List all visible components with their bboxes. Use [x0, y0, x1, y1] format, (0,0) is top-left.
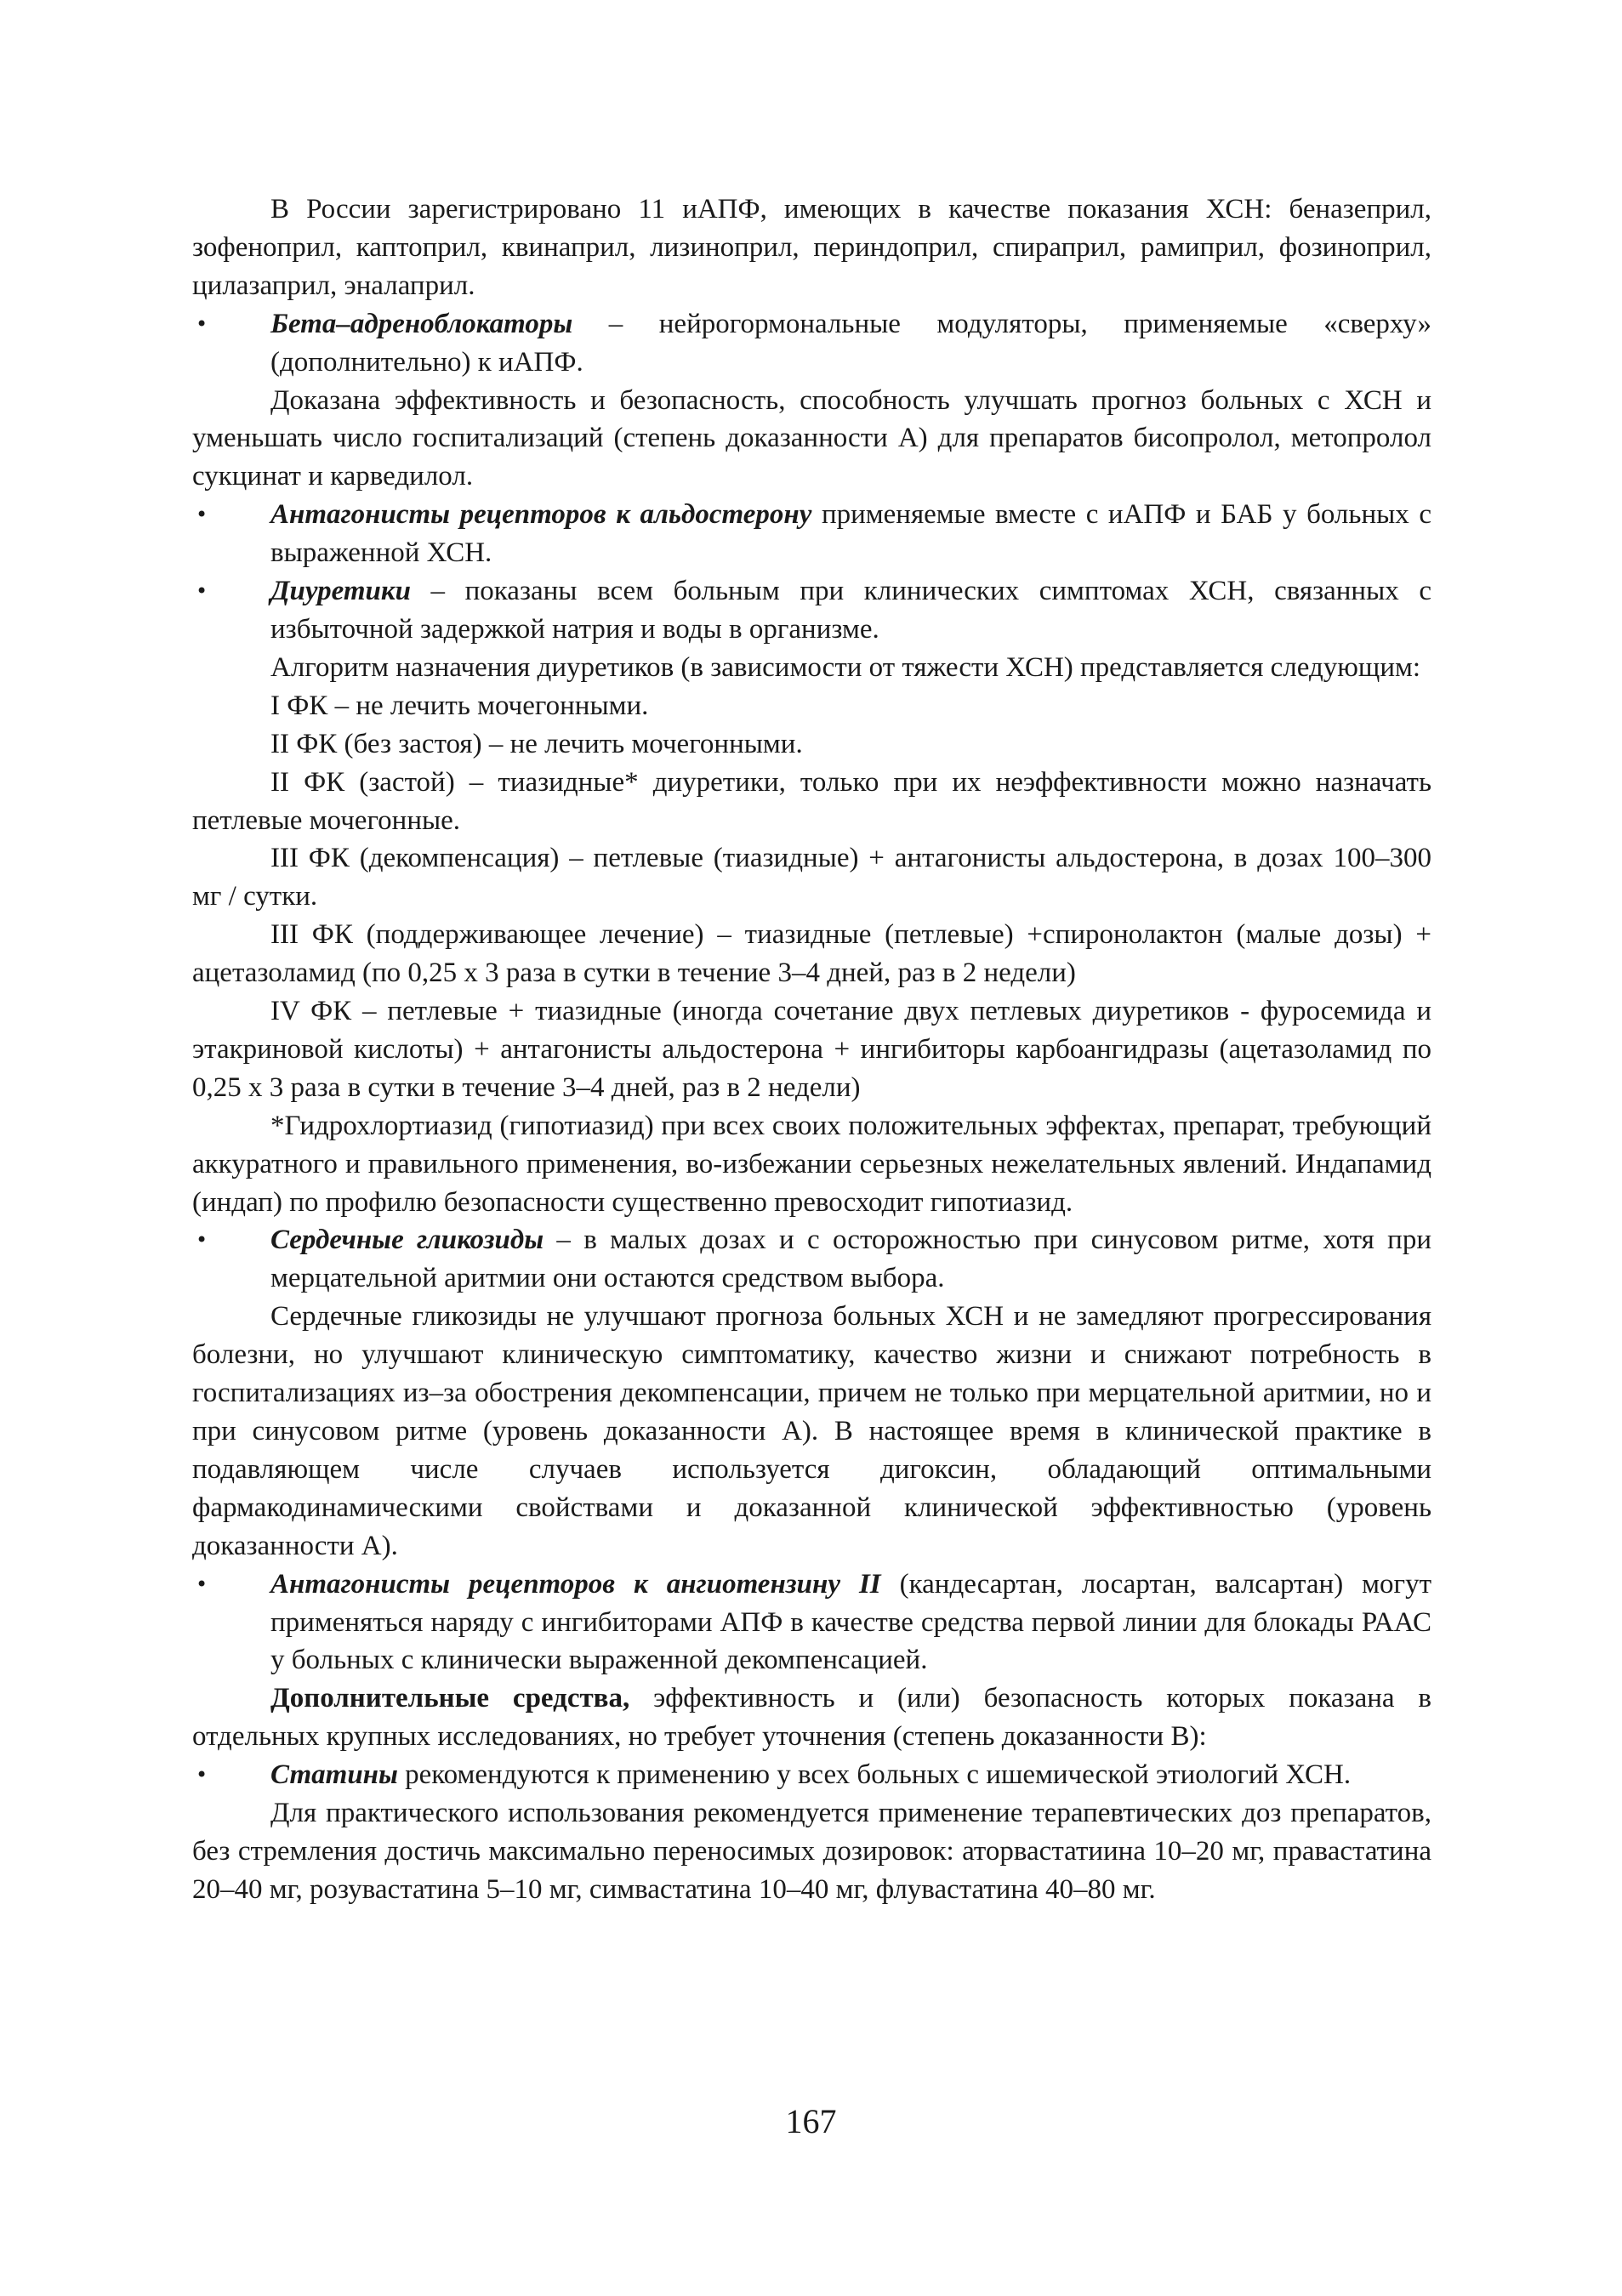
paragraph-text: Для практического использования рекомендуется применение терапевтических доз препаратов, без стремления достичь максимально переносимых дозировок: аторвастатиина 10–20 мг, правастатина 20–40 мг, розувастатина 5–10 мг, симвастатина 10–40 мг, флувастатина 40–80 мг. [192, 1798, 1431, 1905]
paragraph-hydrochlorothiazide-note [192, 1107, 1431, 1222]
paragraph-text: Сердечные гликозиды не улучшают прогноза больных ХСН и не замедляют прогрессирования болезни, но улучшают клиническую симптоматику, качество жизни и снижают потребность в госпитализациях из–за обострения декомпенсации, причем не только при мерцательной аритмии, но и при синусовом ритме (уровень доказанности А). В настоящее время в клинической практике в подавляющем числе случаев используется дигоксин, обладающий оптимальными фармакодинамическими свойствами и доказанной клинической эффективностью (уровень доказанности А). [192, 1301, 1431, 1561]
bullet-text: применяемые вместе с иАПФ и БАБ у больных с выраженной ХСН. [270, 499, 1431, 569]
paragraph-additional-agents [192, 1679, 1431, 1756]
paragraph-text: III ФК (декомпенсация) – петлевые (тиазидные) + антагонисты альдостерона, в дозах 100–300 мг / сутки. [192, 843, 1431, 912]
bullet-item-aldosterone-antagonists [192, 496, 1431, 572]
bullet-text: – нейрогормональные модуляторы, применяемые «сверху» (дополнительно) к иАПФ. [270, 308, 1431, 378]
bullet-text: рекомендуются к применению у всех больных с ишемической этиологий ХСН. [397, 1759, 1352, 1791]
bullet-term: Бета–адреноблокаторы [270, 308, 573, 339]
paragraph-beta-blockers-evidence [192, 382, 1431, 497]
bullet-term: Антагонисты рецепторов к ангиотензину II [270, 1568, 881, 1600]
paragraph-statin-doses [192, 1794, 1431, 1909]
paragraph-cardiac-glycosides-evidence [192, 1298, 1431, 1565]
paragraph-fc-4 [192, 992, 1431, 1107]
bullet-item-angiotensin-receptor-antagonists [192, 1566, 1431, 1680]
paragraph-text: IV ФК – петлевые + тиазидные (иногда сочетание двух петлевых диуретиков - фуросемида и этакриновой кислоты) + антагонисты альдостерона + ингибиторы карбоангидразы (ацетазоламид по 0,25 х 3 раза в сутки в течение 3–4 дней, раз в 2 недели) [192, 996, 1431, 1103]
paragraph-text: III ФК (поддерживающее лечение) – тиазидные (петлевые) +спиронолактон (малые дозы) + ацетазоламид (по 0,25 х 3 раза в сутки в течение 3–4 дней, раз в 2 недели) [192, 919, 1431, 989]
paragraph-fc-1 [192, 687, 1431, 725]
bullet-text: – показаны всем больным при клинических симптомах ХСН, связанных с избыточной задержкой натрия и воды в организме. [270, 576, 1431, 645]
paragraph-text: II ФК (застой) – тиазидные* диуретики, только при их неэффективности можно назначать петлевые мочегонные. [192, 766, 1431, 836]
bullet-item-beta-blockers [192, 305, 1431, 382]
paragraph-ace-inhibitors-list [192, 190, 1431, 305]
bullet-term: Диуретики [270, 576, 411, 607]
bullet-mark: • [196, 1571, 208, 1596]
bullet-mark: • [196, 311, 208, 336]
paragraph-diuretics-algorithm [192, 649, 1431, 687]
paragraph-fc-3-maintenance [192, 916, 1431, 992]
paragraph-text: *Гидрохлортиазид (гипотиазид) при всех своих положительных эффектах, препарат, требующий аккуратного и правильного применения, во-избежании серьезных нежелательных явлений. Индапамид (индап) по профилю безопасности существенно превосходит гипотиазид. [192, 1110, 1431, 1218]
bullet-mark: • [196, 1763, 208, 1787]
bullet-item-cardiac-glycosides [192, 1221, 1431, 1298]
bullet-mark: • [196, 1228, 208, 1253]
bullet-item-statins [192, 1756, 1431, 1794]
bullet-term: Сердечные гликозиды [270, 1225, 544, 1256]
paragraph-text: Доказана эффективность и безопасность, способность улучшать прогноз больных с ХСН и уменьшать число госпитализаций (степень доказанности А) для препаратов бисопролол, метопролол сукцинат и карведилол. [192, 384, 1431, 492]
paragraph-text: I ФК – не лечить мочегонными. [270, 690, 649, 721]
paragraph-text: II ФК (без застоя) – не лечить мочегонными. [270, 728, 803, 759]
paragraph-fc-2-no-congestion [192, 725, 1431, 764]
bullet-text: (кандесартан, лосартан, валсартан) могут применяться наряду с ингибиторами АПФ в качестве средства первой линии для блокады РААС у больных с клинически выраженной декомпенсацией. [270, 1568, 1431, 1676]
bullet-term: Статины [270, 1759, 398, 1791]
bullet-text: – в малых дозах и с осторожностью при синусовом ритме, хотя при мерцательной аритмии они остаются средством выбора. [270, 1225, 1431, 1294]
paragraph-fc-2-congestion [192, 764, 1431, 840]
paragraph-text: В России зарегистрировано 11 иАПФ, имеющих в качестве показания ХСН: беназеприл, зофеноприл, каптоприл, квинаприл, лизиноприл, периндоприл, спираприл, рамиприл, фозиноприл, цилазаприл, эналаприл. [192, 194, 1431, 301]
paragraph-fc-3-decompensation [192, 839, 1431, 916]
body-text [192, 190, 1431, 1909]
paragraph-text: эффективность и (или) безопасность которых показана в отдельных крупных исследованиях, но требует уточнения (степень доказанности В): [192, 1683, 1431, 1753]
bullet-item-diuretics [192, 572, 1431, 649]
bullet-mark: • [196, 579, 208, 604]
page-number: 167 [785, 2102, 837, 2140]
bullet-mark: • [196, 503, 208, 527]
paragraph-text: Алгоритм назначения диуретиков (в зависимости от тяжести ХСН) представляется следующим: [270, 651, 1421, 683]
paragraph-lead-bold: Дополнительные средства, [270, 1683, 630, 1714]
bullet-term: Антагонисты рецепторов к альдостерону [270, 499, 812, 531]
